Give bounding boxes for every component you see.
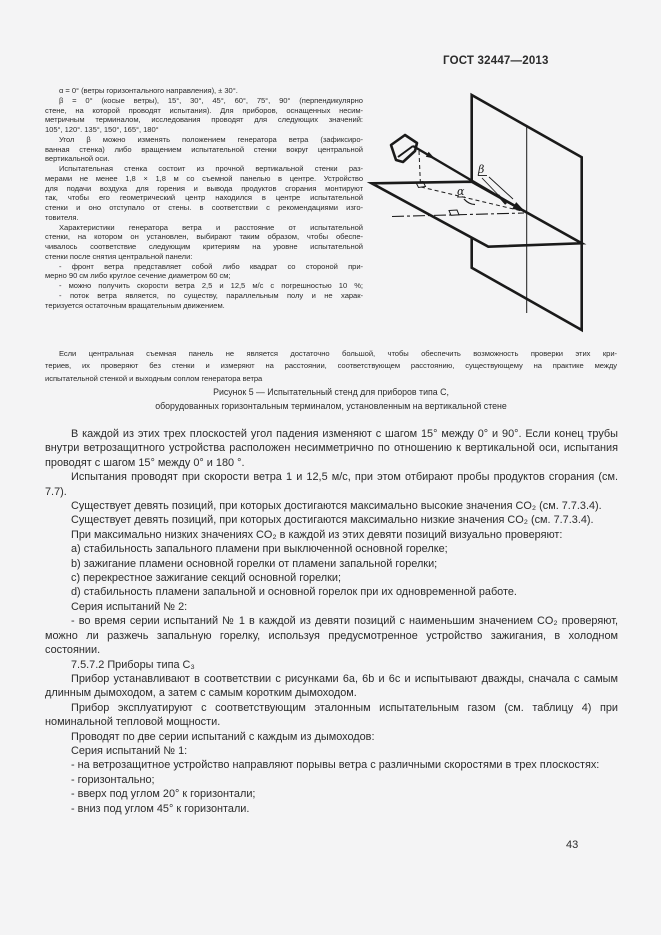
paragraph: Прибор эксплуатируют с соответствующим эталонным испытательным газом (см. таблицу 4) при номинальной тепловой мощности.: [45, 701, 618, 729]
note-line: товителя.: [45, 212, 79, 222]
note-line: Испытательная стенка состоит из прочной вертикальной стенки раз-: [59, 164, 363, 173]
note-line: териев, их проверяют без стенки и измеряют на расстоянии, соответствующем расстоянию, существующему на практике между: [45, 361, 617, 371]
wind-arrowhead-small: [426, 152, 435, 159]
note-line: - поток ветра является, по существу, параллельным полу и не харак-: [59, 290, 363, 300]
paragraph: Серия испытаний № 2:: [71, 600, 188, 613]
paragraph: c) перекрестное зажигание секций основной горелки;: [71, 572, 342, 585]
note-line: стенки и оно отступало от стены. в соответствии с рекомендациями изго-: [45, 203, 363, 212]
note-line: стенки после снятия центральной панели:: [45, 251, 193, 261]
paragraph: Серия испытаний № 1:: [71, 744, 188, 757]
figure5-diagram: [365, 85, 625, 345]
note-line: Если центральная съемная панель не является достаточно большой, чтобы обеспечить возможность проверки этих кри-: [59, 349, 617, 358]
note-line: так, чтобы его геометрический центр находился в центре испытательной: [45, 193, 363, 203]
main-text: [45, 427, 618, 816]
note-line: стене, на которой проводят испытания). Для приборов, оснащенных несим-: [45, 105, 363, 115]
paragraph: - вниз под углом 45° к горизонтали.: [71, 802, 250, 815]
paragraph: - вверх под углом 20° к горизонтали;: [71, 788, 256, 801]
paragraph: В каждой из этих трех плоскостей угол падения изменяют с шагом 15° между 0° и 90°. Если конец трубы внутри ветрозащитного устройства расположен несимметрично по отношению к вертикальной оси, испытания проводят с шагом 15° между 0° и 180 °.: [45, 428, 618, 469]
paragraph: a) стабильность запального пламени при выключенной основной горелке;: [71, 543, 448, 556]
note-line: чивалось соответствие следующим критериям на уровне испытательной: [45, 242, 363, 251]
paragraph: Испытания проводят при скорости ветра 1 и 12,5 м/с, при этом отбирают пробы продуктов сгорания (см. 7.7).: [45, 471, 618, 498]
note-line: для подачи воздуха для горения и вывода продуктов сгорания монтируют: [45, 183, 363, 193]
paragraph: - во время серии испытаний № 1 в каждой из девяти позиций с наименьшим значением CO₂ проверяют, можно ли разжечь запальную горелку, используя предусмотренное устройство зажигания, в холодном состоянии.: [45, 615, 618, 657]
page-number: 43: [566, 839, 579, 851]
paragraph: 7.5.7.2 Приборы типа C₃: [71, 658, 195, 671]
note-line: теризуется остаточным вращательным движением.: [45, 300, 225, 310]
axis-marker: [449, 210, 459, 215]
paragraph: - горизонтально;: [71, 773, 155, 786]
standard-code: ГОСТ 32447—2013: [443, 55, 549, 67]
figure-caption: [45, 386, 617, 414]
note-line: Характеристики генератора ветра и расстояние от испытательной: [59, 222, 363, 232]
note-line: β = 0° (косые ветры), 15°, 30°, 45°, 60°, 75°, 90° (перпендикулярно: [59, 95, 363, 105]
beta-angle-label: β: [478, 163, 485, 176]
figure-note-wide: [45, 348, 617, 385]
note-line: мерами не менее 1,8 × 1,8 м со съемной панелью в центре. Устройство: [45, 173, 363, 183]
paragraph: При максимально низких значениях CO₂ в каждой из этих девяти позиций визуально проверяют:: [71, 528, 563, 541]
note-line: ванная стенка) либо вращением испытательной стенки вокруг центральной: [45, 144, 363, 154]
paragraph: d) стабильность пламени запальной и основной горелок при их одновременной работе.: [71, 586, 517, 599]
paragraph: Прибор устанавливают в соответствии с рисунками 6a, 6b и 6c и испытывают дважды, сначала с самым длинным дымоходом, а затем с самым коротким дымоходом.: [45, 672, 618, 700]
note-line: стенки, на котором он установлен, выбирают таким образом, чтобы обеспе-: [45, 232, 363, 242]
figure-note-column: [45, 86, 363, 310]
note-line: испытательной стенкой и выходным соплом генератора ветра: [45, 373, 263, 383]
paragraph: Существует девять позиций, при которых достигаются максимально высокие значения CO₂ (см. 7.7.3.4).: [71, 500, 602, 513]
paragraph: b) зажигание пламени основной горелки от пламени запальной горелки;: [71, 557, 438, 570]
projection-drop-line: [419, 151, 421, 186]
note-line: - фронт ветра представляет собой либо квадрат со стороной при-: [59, 261, 363, 271]
figure-caption-line: Рисунок 5 — Испытательный стенд для приборов типа C,: [213, 387, 449, 397]
wind-generator-icon: [391, 135, 417, 162]
paragraph: - на ветрозащитное устройство направляют порывы ветра с различными скоростями в трех плоскостях:: [71, 759, 600, 772]
paragraph: Существует девять позиций, при которых достигаются максимально низкие значения CO₂ (см. 7.7.3.4).: [71, 514, 594, 527]
note-line: α = 0° (ветры горизонтального направления), ± 30°.: [59, 86, 238, 95]
note-line: - можно получить скорости ветра 2,5 и 12,5 м/с с погрешностью 10 %;: [59, 281, 363, 290]
alpha-angle-label: α: [457, 185, 465, 198]
note-line: вертикальной оси.: [45, 154, 110, 164]
figure-caption-line: оборудованных горизонтальным терминалом, установленным на вертикальной стене: [155, 400, 507, 411]
paragraph: Проводят по две серии испытаний с каждым из дымоходов:: [71, 730, 375, 743]
note-line: Угол β можно изменять положением генератора ветра (зафиксиро-: [59, 134, 363, 144]
note-line: метричным терминалом, исследования проводят для следующих значений:: [45, 115, 363, 125]
note-line: мерно 90 см либо круглое сечение диаметром 60 см;: [45, 271, 231, 281]
note-line: 105°, 120°. 135°, 150°, 165°, 180°: [45, 125, 159, 134]
